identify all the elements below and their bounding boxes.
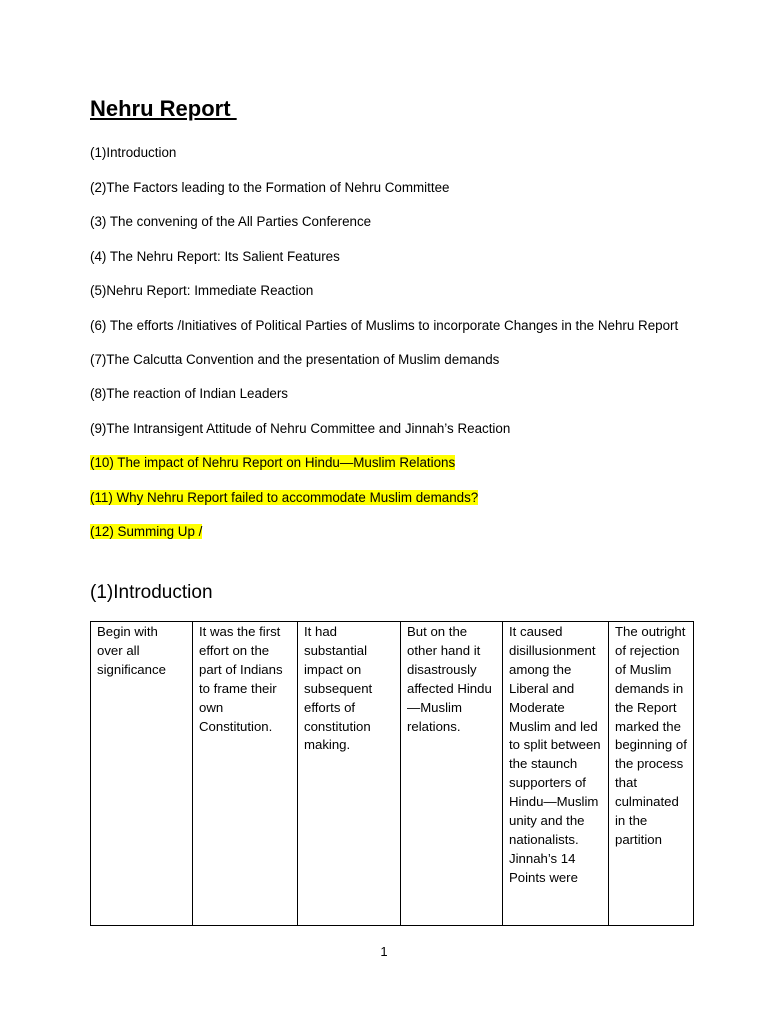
toc-item-10	[90, 452, 690, 473]
table-of-contents	[90, 142, 690, 556]
toc-item-text: (9)The Intransigent Attitude of Nehru Committee and Jinnah’s Reaction	[90, 420, 511, 436]
introduction-table	[90, 621, 694, 926]
toc-item-text: (6) The efforts /Initiatives of Political Parties of Muslims to incorporate Changes in the Nehru Report	[90, 317, 679, 333]
toc-item-12	[90, 521, 690, 542]
toc-item-2	[90, 177, 690, 198]
toc-item-text-highlighted: (12) Summing Up /	[90, 524, 203, 539]
table-cell: The outright of rejection of Muslim demands in the Report marked the beginning of the process that culminated in the partition	[609, 622, 694, 926]
toc-item-text: (3) The convening of the All Parties Conference	[90, 214, 372, 229]
table-cell: But on the other hand it disastrously affected Hindu—Muslim relations.	[401, 622, 503, 926]
table-cell: Begin with over all significance	[91, 622, 193, 926]
table-cell: It had substantial impact on subsequent efforts of constitution making.	[298, 622, 401, 926]
toc-item-text: (2)The Factors leading to the Formation of Nehru Committee	[90, 179, 450, 195]
page-number: 1	[380, 944, 388, 959]
table-cell: It caused disillusionment among the Liberal and Moderate Muslim and led to split between the staunch supporters of Hindu—Muslim unity and the nationalists. Jinnah’s 14 Points were	[503, 622, 609, 926]
section-heading: (1)Introduction	[90, 582, 213, 603]
toc-item-6	[90, 315, 690, 336]
toc-item-4	[90, 246, 690, 267]
table-row	[91, 622, 694, 926]
toc-item-11	[90, 487, 690, 508]
toc-item-text: (1)Introduction	[90, 145, 177, 160]
toc-item-text: (8)The reaction of Indian Leaders	[90, 386, 289, 401]
toc-item-5	[90, 280, 690, 301]
toc-item-1	[90, 142, 690, 163]
toc-item-text-highlighted: (10) The impact of Nehru Report on Hindu—Muslim Relations	[90, 455, 456, 470]
toc-item-9	[90, 418, 690, 439]
toc-item-text: (7)The Calcutta Convention and the presentation of Muslim demands	[90, 351, 500, 367]
toc-item-3	[90, 211, 690, 232]
toc-item-text-highlighted: (11) Why Nehru Report failed to accommodate Muslim demands?	[90, 489, 479, 505]
toc-item-7	[90, 349, 690, 370]
toc-item-8	[90, 383, 690, 404]
toc-item-text: (5)Nehru Report: Immediate Reaction	[90, 283, 314, 298]
document-title: Nehru Report	[90, 96, 237, 121]
table-cell: It was the first effort on the part of Indians to frame their own Constitution.	[193, 622, 298, 926]
toc-item-text: (4) The Nehru Report: Its Salient Features	[90, 248, 340, 264]
